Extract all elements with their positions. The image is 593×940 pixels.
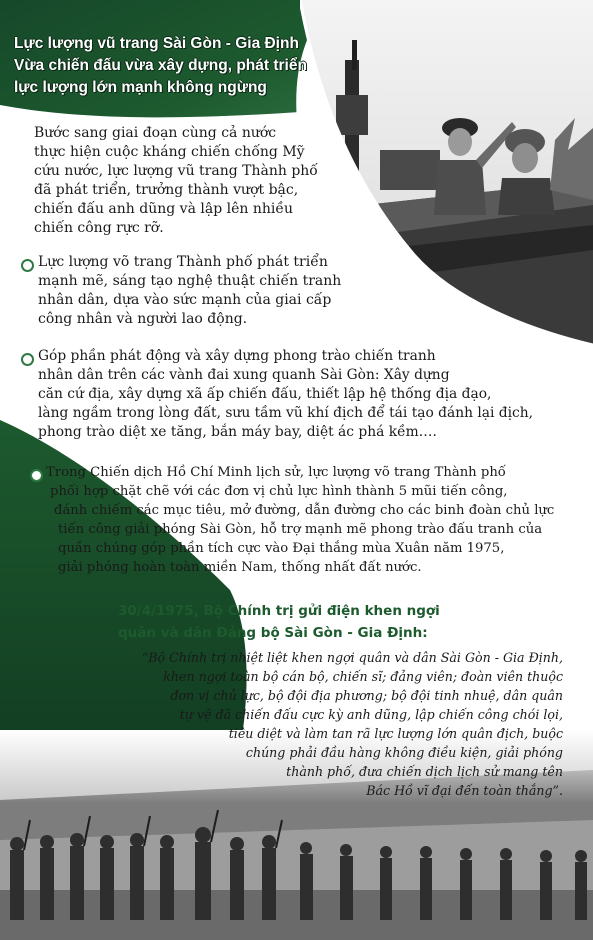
text-line: chiến công rực rỡ.: [34, 220, 164, 236]
quote-heading-line: 30/4/1975, Bộ Chính trị gửi điện khen ngợi: [118, 603, 440, 619]
quote-heading-line: quân và dân Đảng bộ Sài Gòn - Gia Định:: [118, 625, 428, 641]
quote-line: khen ngợi toàn bộ cán bộ, chiến sĩ; đảng viên; đoàn viên thuộc: [163, 669, 563, 684]
text-line: chiến đấu anh dũng và lập lên nhiều: [34, 201, 293, 217]
quote-line: tiêu diệt và làm tan rã lực lượng lớn quân địch, buộc: [228, 726, 563, 741]
quote-line: chúng phải đầu hàng không điều kiện, giải phóng: [245, 745, 563, 760]
text-line: phối hợp chặt chẽ với các đơn vị chủ lực hình thành 5 mũi tiến công,: [50, 484, 508, 499]
text-line: quần chúng góp phần tích cực vào Đại thắng mùa Xuân năm 1975,: [58, 541, 505, 556]
title-line: Vừa chiến đấu vừa xây dựng, phát triển: [14, 57, 307, 74]
text-line: đã phát triển, trưởng thành vượt bậc,: [34, 182, 299, 198]
text-line: phong trào diệt xe tăng, bắn máy bay, diệt ác phá kềm….: [38, 424, 437, 440]
text-line: mạnh mẽ, sáng tạo nghệ thuật chiến tranh: [38, 273, 342, 289]
soldiers-on-vehicle-photo: [300, 0, 593, 345]
text-line: Lực lượng võ trang Thành phố phát triển: [38, 254, 328, 270]
bullet-icon: [21, 259, 34, 272]
text-line: Trong Chiến dịch Hồ Chí Minh lịch sử, lực lượng võ trang Thành phố: [46, 465, 506, 480]
text-line: Bước sang giai đoạn cùng cả nước: [34, 125, 277, 141]
quote-body: [93, 648, 563, 800]
text-line: nhân dân trên các vành đai xung quanh Sài Gòn: Xây dựng: [38, 367, 450, 383]
page-title: [14, 33, 314, 99]
title-line: lực lượng lớn mạnh không ngừng: [14, 79, 267, 96]
quote-line: thành phố, đưa chiến dịch lịch sử mang tên: [286, 764, 563, 779]
intro-paragraph: [34, 124, 318, 238]
text-line: Góp phần phát động và xây dựng phong trào chiến tranh: [38, 348, 436, 364]
text-line: đánh chiếm các mục tiêu, mở đường, dẫn đường cho các binh đoàn chủ lực: [54, 503, 555, 518]
title-line: Lực lượng vũ trang Sài Gòn - Gia Định: [14, 35, 299, 52]
text-line: tiến công giải phóng Sài Gòn, hỗ trợ mạnh mẽ phong trào đấu tranh của: [58, 522, 543, 537]
bullet-paragraph: [38, 253, 341, 329]
text-line: làng ngầm trong lòng đất, sưu tầm vũ khí địch để tái tạo đánh lại địch,: [38, 405, 534, 421]
quote-line: “Bộ Chính trị nhiệt liệt khen ngợi quân và dân Sài Gòn - Gia Định,: [141, 650, 563, 665]
bullet-icon: [30, 469, 43, 482]
quote-line: tự vệ đã chiến đấu cực kỳ anh dũng, lập chiến công chói lọi,: [179, 707, 563, 722]
bullet-paragraph: [38, 347, 533, 442]
text-line: cứu nước, lực lượng vũ trang Thành phố: [34, 163, 318, 179]
text-line: giải phóng hoàn toàn miền Nam, thống nhất đất nước.: [58, 560, 422, 575]
quote-line: Bác Hồ vĩ đại đến toàn thắng”.: [366, 783, 563, 798]
bullet-icon: [21, 353, 34, 366]
text-line: thực hiện cuộc kháng chiến chống Mỹ: [34, 144, 305, 160]
quote-heading: [118, 600, 440, 644]
bullet-paragraph: [46, 463, 554, 577]
quote-line: đơn vị chủ lực, bộ đội địa phương; bộ đội tinh nhuệ, dân quân: [170, 688, 563, 703]
text-line: căn cứ địa, xây dựng xã ấp chiến đấu, thiết lập hệ thống địa đạo,: [38, 386, 492, 402]
text-line: nhân dân, dựa vào sức mạnh của giai cấp: [38, 292, 332, 308]
text-line: công nhân và người lao động.: [38, 311, 248, 327]
